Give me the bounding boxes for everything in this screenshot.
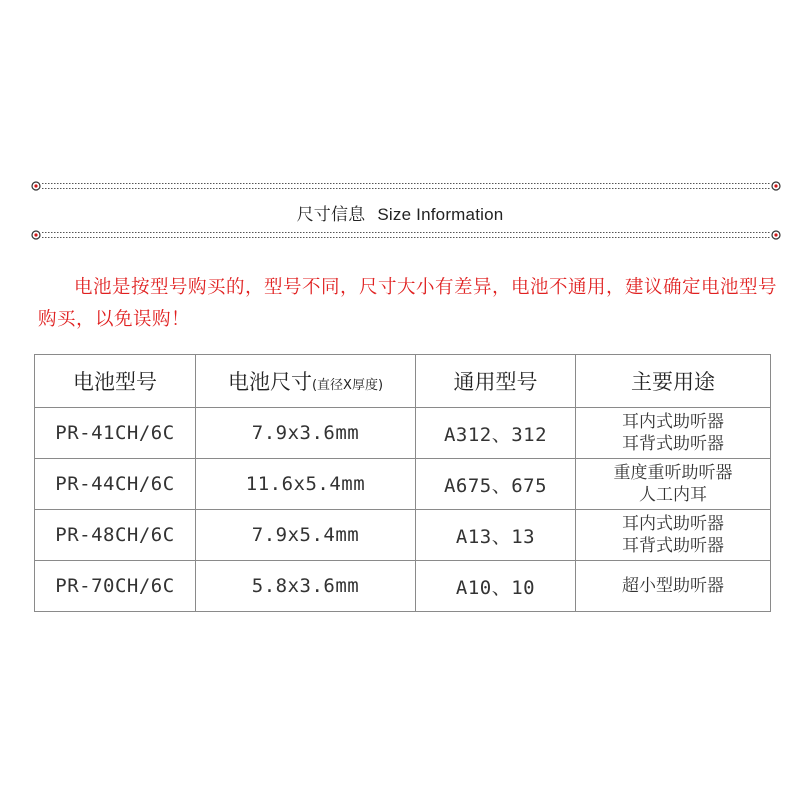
purchase-notice: 电池是按型号购买的，型号不同，尺寸大小有差异，电池不通用，建议确定电池型号购买，以免误购！: [38, 277, 778, 330]
cell-model: PR-44CH/6C: [35, 459, 196, 510]
header-size-label: 电池尺寸: [227, 370, 312, 394]
header-size: [196, 355, 416, 408]
top-divider: [30, 180, 782, 192]
cell-compatible: A312、312: [416, 408, 576, 459]
cell-size: 11.6x5.4mm: [196, 459, 416, 510]
cell-model: PR-70CH/6C: [35, 561, 196, 612]
cell-usage: [576, 561, 771, 612]
cell-usage: [576, 459, 771, 510]
cell-compatible: A10、10: [416, 561, 576, 612]
table-row: [35, 408, 771, 459]
header-model: 电池型号: [35, 355, 196, 408]
header-usage: 主要用途: [576, 355, 771, 408]
table-row: [35, 459, 771, 510]
header-size-note: (直径X厚度): [311, 378, 384, 393]
usage-line: 耳内式助听器: [622, 412, 724, 432]
section-title-en: Size Information: [377, 205, 504, 224]
usage-line: 耳内式助听器: [622, 514, 724, 534]
cell-size: 7.9x5.4mm: [196, 510, 416, 561]
usage-line: 重度重听助听器: [613, 463, 733, 483]
table-header-row: [35, 355, 771, 408]
section-title: [0, 200, 800, 225]
table-row: [35, 510, 771, 561]
usage-line: 超小型助听器: [622, 576, 724, 596]
cell-size: 7.9x3.6mm: [196, 408, 416, 459]
cell-compatible: A675、675: [416, 459, 576, 510]
header-compatible: 通用型号: [416, 355, 576, 408]
cell-compatible: A13、13: [416, 510, 576, 561]
cell-usage: [576, 408, 771, 459]
cell-model: PR-41CH/6C: [35, 408, 196, 459]
cell-model: PR-48CH/6C: [35, 510, 196, 561]
cell-size: 5.8x3.6mm: [196, 561, 416, 612]
battery-spec-table: [34, 354, 771, 612]
table-row: [35, 561, 771, 612]
cell-usage: [576, 510, 771, 561]
usage-line: 人工内耳: [639, 485, 707, 505]
bottom-divider: [30, 229, 782, 241]
usage-line: 耳背式助听器: [622, 434, 724, 454]
usage-line: 耳背式助听器: [622, 536, 724, 556]
section-title-zh: 尺寸信息: [296, 205, 366, 225]
